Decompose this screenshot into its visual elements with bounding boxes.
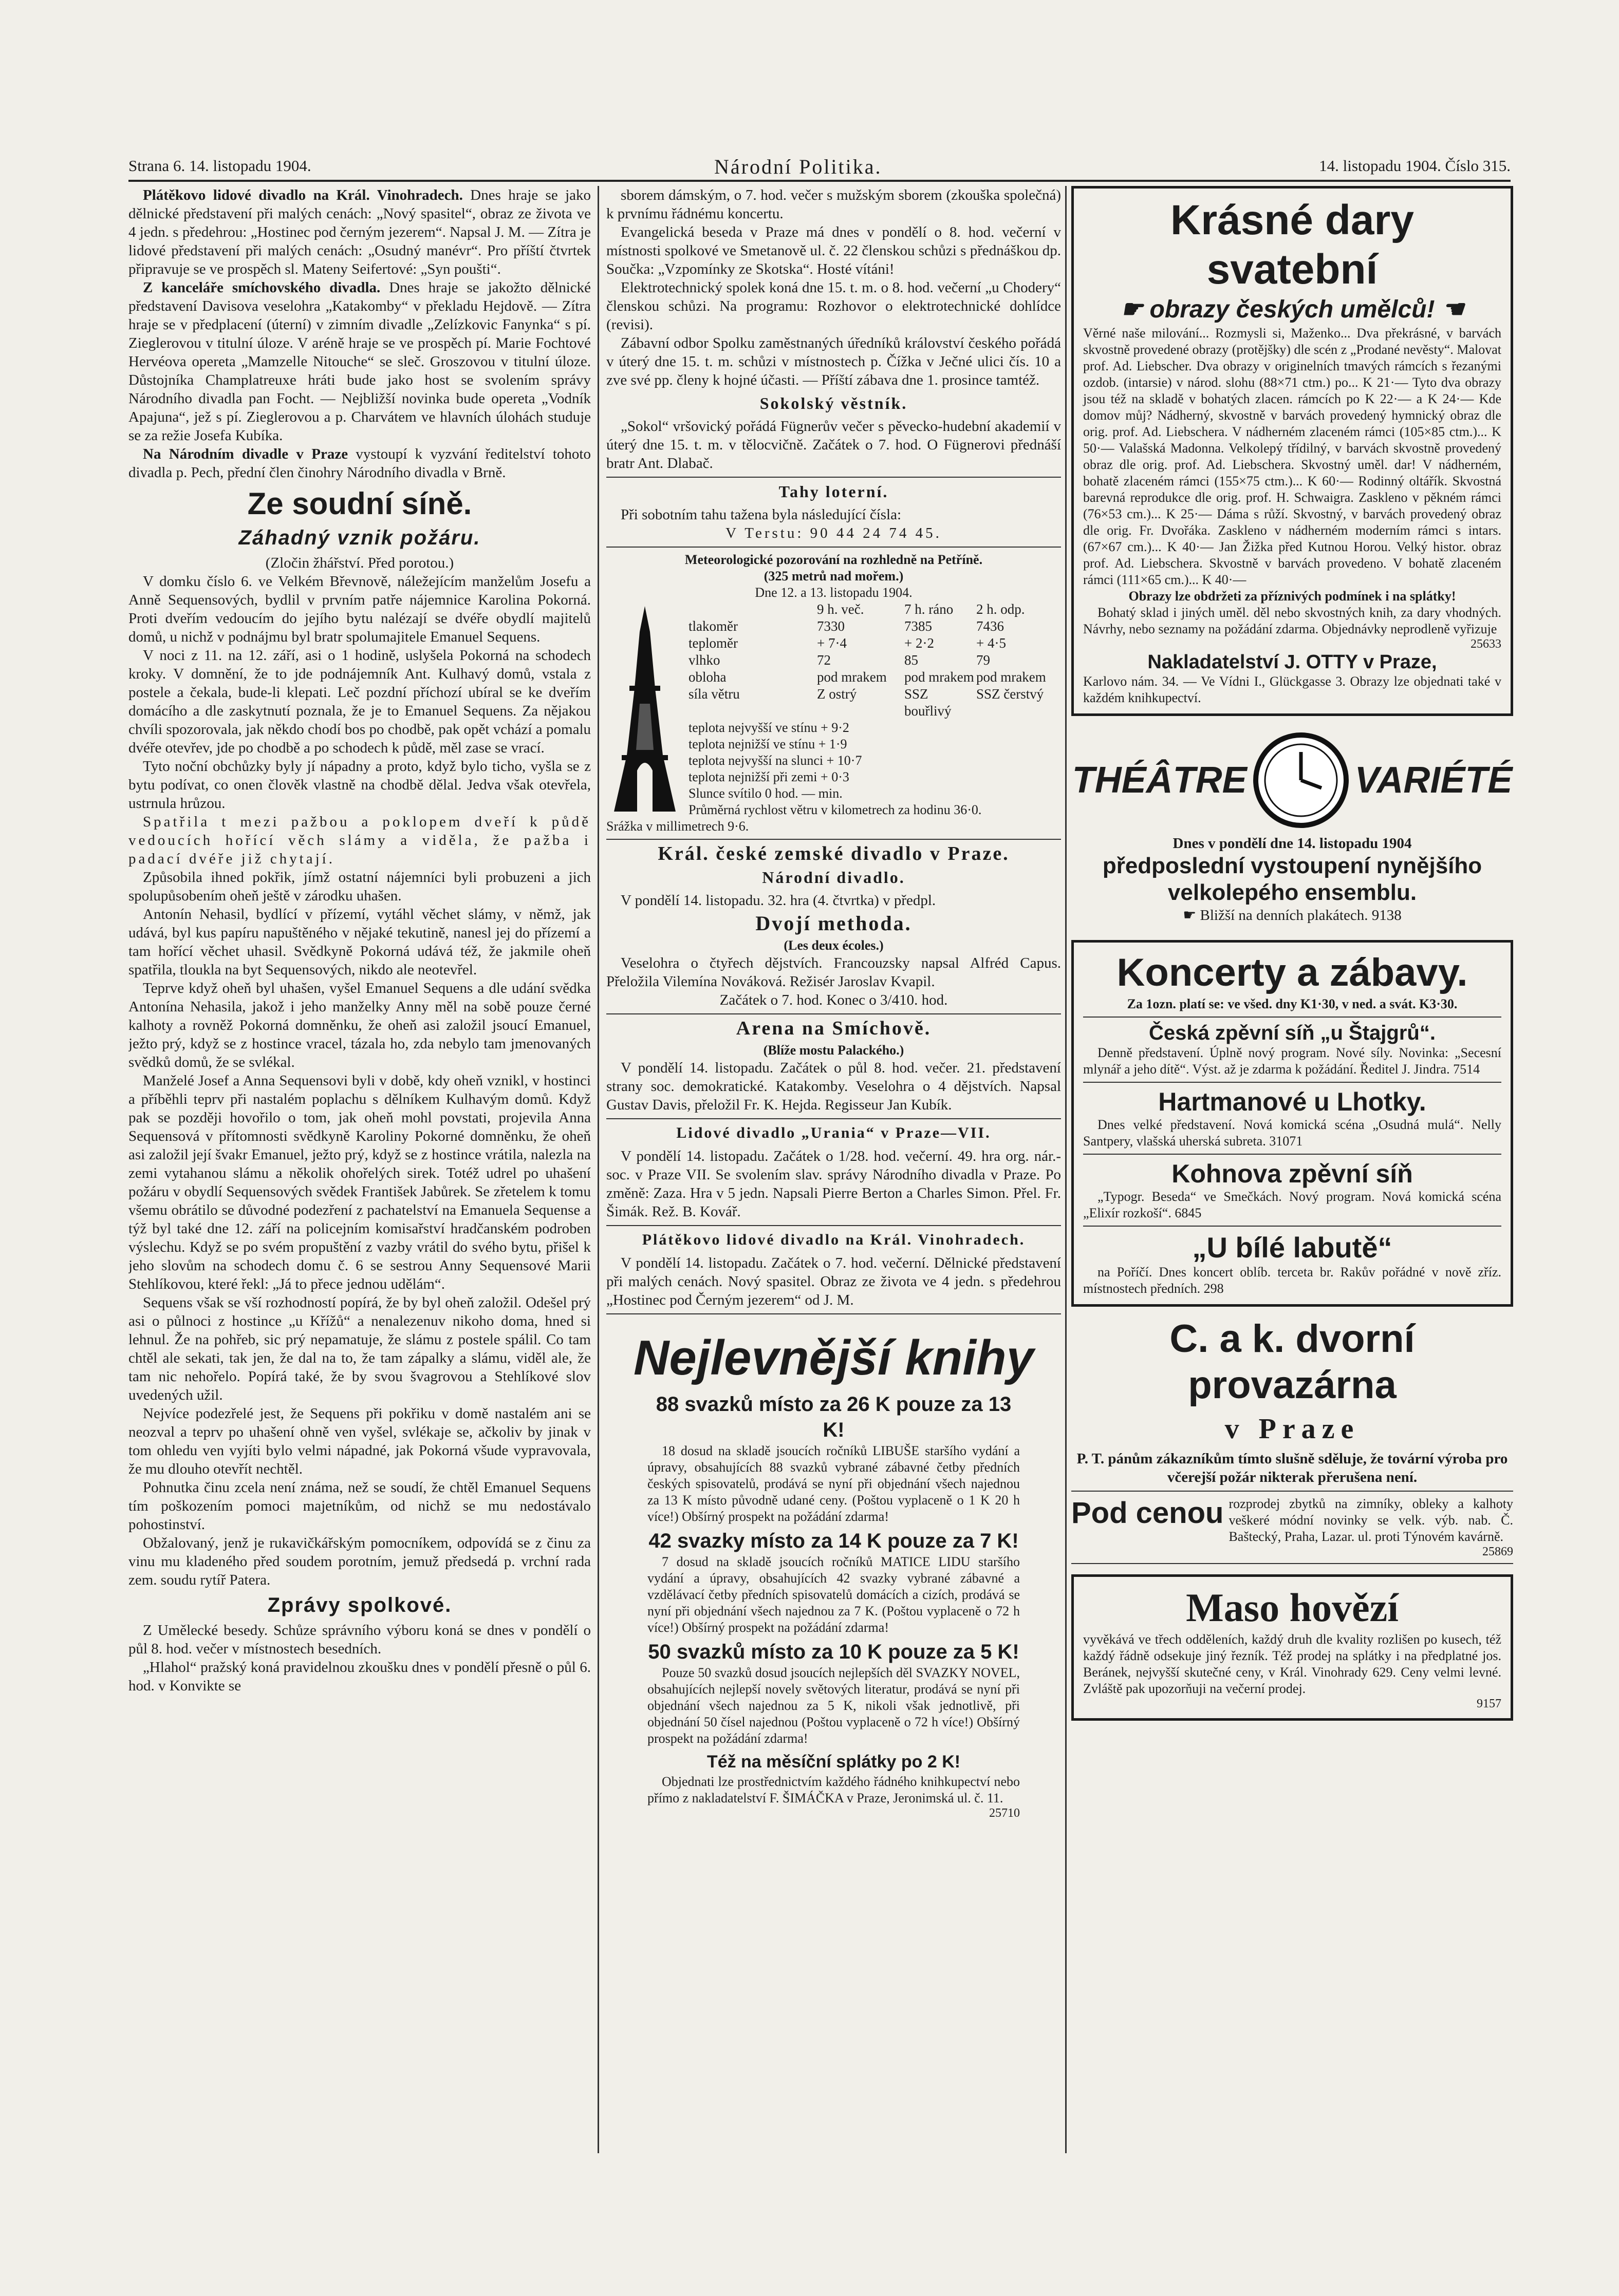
- article-text: Manželé Josef a Anna Sequensovi byli v době, kdy oheň vznikl, v hostinci a příběhli teprv při nastalém poplachu s dělníkem Kulhavým domů. Když pak se později hovořilo o tom, jak oheň mohl povstati, projevila Anna Sequensová v přítomnosti svědkyně Karoliny Pokorné domněnku, že oheň asi založil její švakr Emanuel, ježto prý, když se z hostince vrátila, nalezla na zemi vytahanou slámu a několik ohořelých sirek. Totéž udrel po uhašení požáru v obydlí Sequensových svědek František Jabůrek. Se zřetelem k tomu všemu obrátilo se důvodné podezření z pachatelství na Emanuela Sequense a týž byl také dne 12. září na policejním komisařství hradčanském podroben výslechu. Když se po svém propuštění z vazby vrátil do svého bytu, přišel k jeho slovům na schodech domu č. 6 se sestrou Anny Sequensové Marii Stehlíkovou, které řekl: „Já to přece jednou udělám“.: [128, 1072, 591, 1292]
- venue-4: „U bílé labutě“: [1192, 1231, 1392, 1264]
- weather-line: teplota nejvyšší ve stínu + 9·2: [688, 720, 849, 735]
- rope-maker-city: v Praze: [1224, 1413, 1360, 1445]
- article-text: Evangelická beseda v Praze má dnes v pondělí o 8. hod. večerní v místnosti spolkové ve Smetanově ul. č. 22 členskou schůzi s přednáškou dp. Součka: „Vzpomínky ze Skotska“. Hosté vítáni!: [606, 224, 1061, 277]
- weather-cell: pod mrakem: [817, 669, 887, 685]
- weather-cell: síla větru: [688, 686, 740, 702]
- concerts-title: Koncerty a zábavy.: [1116, 951, 1468, 994]
- weather-line: Srážka v millimetrech 9·6.: [606, 819, 749, 834]
- lottery-heading: Tahy loterní.: [778, 482, 889, 501]
- article-text: V pondělí 14. listopadu. 32. hra (4. čtvrtka) v předpl.: [621, 892, 936, 909]
- weather-cell: 9 h. več.: [817, 601, 864, 617]
- theatre-variete-logo: THÉÂTRE VARIÉTÉ: [1071, 731, 1513, 829]
- column-divider: [598, 186, 599, 2153]
- article-text: sborem dámským, o 7. hod. večer s mužským sborem (zkouška společná) k prvnímu řádnému koncertu.: [606, 187, 1061, 222]
- divider: [1071, 1491, 1513, 1492]
- article-text: V pondělí 14. listopadu. Začátek o půl 8. hod. večer. 21. představení strany soc. demokratické. Katakomby. Veselohra o 4 dějstvích. Napsal Gustav Davis, přeložil Fr. K. Hejda. Regisseur Jan Kubík.: [606, 1060, 1061, 1113]
- article-text: Denně představení. Úplně nový program. Nové síly. Novinka: „Secesní mlynář a jeho dítě“. Výst. až je zdarma k požádání. Ředitel J. Jindra. 7514: [1083, 1045, 1501, 1077]
- weather-date: Dne 12. a 13. listopadu 1904.: [755, 585, 913, 600]
- ad-number: 9157: [1477, 1697, 1501, 1710]
- arena-subheading: (Blíže mostu Palackého.): [763, 1043, 904, 1058]
- article-text: „Sokol“ vršovický pořádá Fügnerův večer s pěvecko-hudební akademií v úterý dne 15. t. m. v tělocvičně. Začátek o 7. hod. O Fügnerovi přednáší bratr Ant. Dlabač.: [606, 418, 1061, 472]
- lottery-numbers: V Terstu: 90 44 24 74 45.: [725, 525, 942, 541]
- article-text: Sequens však se vší rozhodností popírá, že by byl oheň založil. Odešel prý asi o půlnoci z hostince „u Křížů“ a nenalezenuv nikoho doma, hned si lehnul. Že na pohřeb, sic prý nepamatuje, že slámu z postele spálil. Co tam chtěl ale sekati, tak jen, že dal na to, že tam zápalky a slámu, viděl ale, že tam nic nehořelo. Popírá také, že by svou švagrovou a Stehlíkové slov uvedených užil.: [128, 1294, 591, 1403]
- weather-cell: pod mrakem: [904, 669, 974, 685]
- weather-cell: [688, 601, 817, 618]
- article-text: vystoupí k vyzvání ředitelství tohoto divadla p. Pech, přední člen činohry Národního divadla v Brně.: [128, 446, 591, 481]
- weather-cell: Z ostrý: [817, 686, 857, 702]
- article-text: Pohnutka činu zcela není známa, než se soudí, že chtěl Emanuel Sequens tím poškozením pomoci majetníkům, od nichž se mu nedostávalo pohostinství.: [128, 1479, 591, 1533]
- ad-wedding-gifts: [1071, 186, 1513, 716]
- article-text: Dnes hraje se jako dělnické představení při malých cenách: „Nový spasitel“, obraz ze života ve 4 jedn. s předehrou: „Hostinec pod černým jezerem“. Napsal J. M. — Zítra je lidové představení při malých cenách: „Osudný manévr“. Pro příští čtvrtek připravuje se ve prospěch sl. Mateny Seifertové: „Syn poušti“.: [128, 187, 591, 277]
- weather-cell: 2 h. odp.: [976, 601, 1025, 617]
- divider: [606, 1313, 1061, 1314]
- newspaper-title: Národní Politika.: [714, 155, 882, 178]
- ad-number: 25633: [1471, 637, 1501, 651]
- play-original: (Les deux écoles.): [784, 938, 884, 953]
- article-text: „Hlahol“ pražský koná pravidelnou zkoušku dnes v pondělí přesně o půl 6. hod. v Konvikte se: [128, 1659, 591, 1694]
- books-offer-3: 50 svazků místo za 10 K pouze za 5 K!: [648, 1641, 1019, 1663]
- article-text: Tyto noční obchůzky byly jí nápadny a proto, když bylo ticho, vyšla se z bytu podívat, co onen člověk vlastně na chodbě dělal. Jedva však otevřela, ustrnula hrůzou.: [128, 758, 591, 812]
- beef-title: Maso hovězí: [1186, 1585, 1399, 1630]
- books-offer-4: Též na měsíční splátky po 2 K!: [706, 1752, 961, 1772]
- weather-line: Průměrná rychlost větru v kilometrech za hodinu 36·0.: [688, 802, 982, 817]
- rope-maker-note: P. T. pánům zákazníkům tímto slušně sděluje, že tovární výroba pro včerejší požár nikterak přerušena není.: [1076, 1451, 1508, 1485]
- divider: [606, 477, 1061, 478]
- article-text: 18 dosud na skladě jsoucích ročníků LIBUŠE staršího vydání a úpravy, obsahujících 88 svazků vybrané zábavné četby předních českých spisovatelů, prodává se nyní při objednání všech najednou za 13 K místo původně udané ceny. (Poštou vyplaceně o 1 K 20 h více!) Obšírný prospekt na požádání zdarma!: [647, 1443, 1020, 1524]
- publisher: Nakladatelství J. OTTY v Praze,: [1147, 651, 1437, 673]
- article-text: V pondělí 14. listopadu. Začátek o 1/28. hod. večerní. 49. hra org. nár.-soc. v Praze VII. Se svolením slav. správy Národního divadla v Praze. Po změně: Zaza. Hra v 5 jedn. Napsali Pierre Berton a Charles Simon. Přel. Fr. Šimák. Rež. B. Kovář.: [606, 1148, 1061, 1220]
- weather-table: [688, 601, 1061, 720]
- weather-cell: + 7·4: [817, 635, 847, 651]
- weather-cell: 7385: [904, 618, 932, 634]
- article-text: „Typogr. Beseda“ ve Smečkách. Nový program. Nová komická scéna „Elixír rozkoší“. 6845: [1083, 1189, 1501, 1220]
- divider: [1083, 1082, 1501, 1083]
- article-text: Nejvíce podezřelé jest, že Sequens při pokřiku v domě nastalém ani se neozval a teprv po uhašení ohně ven vyšel, svlékaje se, ačkoliv by jinak v tom ohledu ven vyjíti bylo velmi nápadné, jak Pokorná všude vypravovala, že mu dlouho otevřít nechtěl.: [128, 1405, 591, 1477]
- page-number-date: Strana 6. 14. listopadu 1904.: [128, 157, 311, 175]
- rope-maker-title: C. a k. dvorní provazárna: [1169, 1317, 1415, 1407]
- article-text: Elektrotechnický spolek koná dne 15. t. m. o 8. hod. večerní „u Chodery“ členskou schůzi. Na programu: Rozhovor o elektrotechnické dohlídce (revisi).: [606, 279, 1061, 333]
- platek-heading: Plátěkovo lidové divadlo na Král. Vinohradech.: [642, 1231, 1026, 1248]
- books-title: Nejlevnější knihy: [633, 1330, 1034, 1385]
- arena-heading: Arena na Smíchově.: [736, 1018, 932, 1039]
- article-text: V domku číslo 6. ve Velkém Břevnově, náležejícím manželům Josefu a Anně Sequensových, bydlil v prvním patře nájemnice Karolina Pokorná. Proti dveřím vedoucím do jejího bytu nalézají se dvéře obydlí majitelů domů, u nichž v podnájmu byl bratr spolumajitele Emanuel Sequens.: [128, 573, 591, 645]
- section-title-court: Ze soudní síně.: [247, 486, 472, 521]
- weather-line: teplota nejvyšší na slunci + 10·7: [688, 753, 862, 768]
- article-text: Dnes velké představení. Nová komická scéna „Osudná mulá“. Nelly Santpery, vlašská uherská subreta. 31071: [1083, 1117, 1501, 1149]
- column-3: [1071, 186, 1513, 2163]
- article-text: Pouze 50 svazků dosud jsoucích nejlepších děl SVAZKY NOVEL, obsahujících nejlepší novely světových literatur, prodává se nyní při objednání všech najednou za 5 K, nikoli však jednotlivě, při objednání 50 čísel najednou (Poštou vyplaceně o 72 h více!) Obšírný prospekt na požádání zdarma!: [647, 1665, 1020, 1746]
- ad-beef: [1071, 1574, 1513, 1721]
- weather-cell: 7 h. ráno: [904, 601, 954, 617]
- divider: [606, 1118, 1061, 1119]
- section-title-news: Zprávy spolkové.: [267, 1594, 452, 1616]
- venue-2: Hartmanové u Lhotky.: [1158, 1087, 1426, 1116]
- article-text: 7 dosud na skladě jsoucích ročníků MATICE LIDU staršího vydání a úpravy, obsahujících 42 svazky vybrané zábavné a vzdělávací četby předních spisovatelů domácích a cizích, prodává se nyní při objednání všech najednou za 7 K. (Poštou vyplaceně o 72 h více!) Obšírný prospekt na požádání zdarma!: [647, 1554, 1020, 1635]
- court-headline: Záhadný vznik požáru.: [238, 526, 481, 549]
- issue-number: 14. listopadu 1904. Číslo 315.: [1319, 157, 1511, 175]
- pointing-hand-icon: ☚: [1435, 296, 1464, 323]
- article-text: V noci z 11. na 12. září, asi o 1 hodině, uslyšela Pokorná na schodech kroky. V domnění, že to jde podnájemník Ant. Kulhavý domů, vstala z postele a čekala, bude-li klepati. Leč pozdní příchozí ubíral se ke dveřím domácího a dle zaskytnutí poznala, že je to Emanuel Sequens. Za nějakou chvíli spozorovala, jak někdo chodí bos po chodbě, pak opět vchází a pomalu dvéře otevřev, jde po chodbě a po schodech k půdě, měl zase se vrací.: [128, 647, 591, 756]
- article-text: Dnes hraje se jakožto dělnické představení Davisova veselohra „Katakomby“ v překladu Hejdově. — Zítra hraje se v předplacení (úterní) v zimním divadle „Zelízkovic Fanynka“ s pí. Zieglerovou v titulní úloze. V aréně hraje se ve prospěch pí. Marie Fochtové Hervéova opereta „Mamzelle Nitouche“ se sleč. Groszovou v titulní úloze. Důstojníka Champlatreuxe hráti bude jako host se svolením správy Národního divadla pan Focht. — Nejbližší novinka bude opereta „Vodník Apajuna“, jež s pí. Zieglerovou a p. Charvátem ve hlavních úlohách studuje se za režie Josefa Kubíka.: [128, 279, 591, 444]
- court-subheadline: (Zločin žhářství. Před porotou.): [265, 555, 454, 571]
- divider: [1083, 1154, 1501, 1155]
- divider: [606, 839, 1061, 840]
- article-text: Zábavní odbor Spolku zaměstnaných úředníků království českého pořádá v úterý dne 15. t. m. schůzi v místnostech p. Čížka v Ječné ulici čís. 10 a zve své pp. členy k hojné účasti. — Příští zábava dne 1. prosince tamtéž.: [606, 335, 1061, 388]
- column-divider: [1065, 186, 1067, 2153]
- article-text: na Poříčí. Dnes koncert oblíb. terceta br. Rakův pořádné v nově zříz. místnostech předních. 298: [1083, 1265, 1501, 1296]
- weather-cell: SSZ čerstvý: [976, 686, 1044, 702]
- article-text: Věrné naše milování... Rozmysli si, Maženko... Dva překrásné, v barvách skvostně provedené obrazy (protějšky) dle scén z „Prodané nevěsty“. Malovat prof. Ad. Liebscher. Dva obrazy v originelních tmavých rámcích s řezanými ozdob. (intarsie) v národ. slohu (88×71 ctm.) po... K 21·— Tyto dva obrazy jsou též na skladě v bohatých zlacen. rámcích po K 22·— a K 24·— Kde domov můj? Nádherný, skvostně v barvách provedený hymnický obraz dle orig. prof. Ad. Liebschera. V nádherném zlaceném rámci (105×85 ctm.)... K 50·— Valašská Madonna. Velkolepý třídilný, v barvách skvostně provedený obraz dle orig. prof. Ad. Liebschera. Skvostný uměl. dar! V nádherném, bohatě zlaceném rámci (155×75 ctm.)... K 60·— Rodinný oltářík. Skvostná barevná reprodukce dle orig. prof. H. Schwaigra. Zaskleno v pěkném rámci (76×53 cm.)... K 25·— Dáma s růží. Skvostný, v barvách provedený obraz dle orig. Fr. Dvořáka. Zaskleno v nádherném moderním rámci s intars. (67×67 cm.)... K 40·— Jan Žižka před Kutnou Horou. Velký histor. obraz prof. Ad. Liebschera. Skvostně v barvách provedeno. V bohatě zlaceném rámci (111×65 cm.)... K 40·—: [1083, 326, 1501, 587]
- page-header: [128, 157, 1511, 179]
- weather-line: teplota nejnižší ve stínu + 1·9: [688, 737, 847, 751]
- concerts-price: Za 1ozn. platí se: ve všed. dny K1·30, v ned. a svát. K3·30.: [1127, 996, 1458, 1011]
- weather-cell: + 4·5: [976, 635, 1006, 651]
- variete-headline: předposlední vystoupení nynějšího velkolepého ensemblu.: [1102, 853, 1482, 905]
- weather-cell: pod mrakem: [976, 669, 1046, 685]
- sokol-heading: Sokolský věstník.: [759, 394, 908, 412]
- weather-cell: obloha: [688, 669, 727, 685]
- article-text: Veselohra o čtyřech dějstvích. Francouzsky napsal Alfréd Capus. Přeložila Vilemína Nováková. Režisér Jaroslav Kvapil.: [606, 955, 1061, 990]
- column-2: [606, 186, 1061, 2163]
- article-text: vyvěkává ve třech odděleních, každý druh dle kvality rozlišen po kusech, též každý řádně odsekuje jiný řezník. Též prodej na splátky i na předplatné jos. Beránek, nejvyšší skutečné ceny, v Král. Vinohrady 629. Ceny velmi levné. Zvláště pak upozorňuji na večerní prodej.: [1083, 1632, 1501, 1696]
- play-times: Začátek o 7. hod. Konec o 3/410. hod.: [719, 992, 948, 1008]
- books-offer-2: 42 svazky místo za 14 K pouze za 7 K!: [648, 1530, 1019, 1552]
- weather-heading: Meteorologické pozorování na rozhledně na Petříně.: [684, 552, 983, 567]
- gift-title: Krásné dary svatební: [1170, 197, 1415, 293]
- weather-cell: 7330: [817, 618, 845, 634]
- article-text: Bohatý sklad i jiných uměl. děl nebo skvostných knih, za dary vhodných. Návrhy, nebo seznamy na požádání zdarma. Objednávky neprodleně vyřizuje: [1083, 605, 1501, 636]
- article-text: Obžalovaný, jenž je rukavičkářským pomocníkem, odpovídá se z činu za vinu mu kladeného před soudem porotním, jemuž předsedá p. vrchní rada zem. soudu rytíř Patera.: [128, 1535, 591, 1588]
- venue-3: Kohnova zpěvní síň: [1171, 1159, 1413, 1188]
- article-heading: Plátěkovo lidové divadlo na Král. Vinohradech.: [143, 187, 463, 203]
- divider: [1083, 1017, 1501, 1018]
- article-heading: Na Národním divadle v Praze: [143, 446, 348, 462]
- weather-cell: SSZ bouřlivý: [904, 686, 952, 719]
- theatre-subheading: Národní divadlo.: [762, 868, 905, 887]
- column-1: [128, 186, 591, 2163]
- variete-date: Dnes v pondělí dne 14. listopadu 1904: [1173, 835, 1412, 852]
- weather-cell: + 2·2: [904, 635, 934, 651]
- article-text: Způsobila ihned pokřik, jímž ostatní nájemníci byli probuzeni a jich spolupůsobením oheň ještě v zárodku uhašen.: [128, 869, 591, 904]
- weather-cell: 85: [904, 652, 918, 668]
- clock-icon: [1252, 731, 1350, 829]
- ad-pod-cenou: Pod cenou rozprodej zbytků na zimníky, obleky a kalhoty veškeré módní novinky se velk. výb. nab. Č. Baštecký, Praha, Lazar. ul. proti Týnovém kavárně. 25869: [1071, 1496, 1513, 1558]
- urania-heading: Lidové divadlo „Urania“ v Praze—VII.: [676, 1124, 991, 1141]
- article-heading: Z kanceláře smíchovského divadla.: [143, 279, 381, 296]
- pointing-hand-icon: ☛: [1121, 296, 1150, 323]
- article-text: Objednati lze prostřednictvím každého řádného knihkupectví nebo přímo z nakladatelství F. ŠIMÁČKA v Praze, Jeronimská ul. č. 11.: [647, 1774, 1020, 1805]
- petrin-tower-icon: [606, 601, 683, 817]
- divider: [606, 1013, 1061, 1014]
- weather-cell: 72: [817, 652, 831, 668]
- weather-line: teplota nejnižší při zemi + 0·3: [688, 769, 849, 784]
- gift-note: Obrazy lze obdržeti za příznivých podmínek i na splátky!: [1128, 589, 1456, 604]
- weather-altitude: (325 metrů nad mořem.): [764, 569, 904, 584]
- article-text: Spatřila t mezi pažbou a poklopem dveří k půdě vedoucích hořící věch slámy a viděla, že pažba i padací dvéře již chytají.: [128, 814, 591, 867]
- article-text: Teprve když oheň byl uhašen, vyšel Emanuel Sequens a dle udání svědka Antonína Nehasila, jakož i jeho manželky Anny měl na sobě pouze černé kalhoty a rovněž Pokorná domněnku, že oheň asi založil jsoucí Emanuel, ježto prý, když se z hostince vracel, tázala ho, zda nebylo tam jmenovaných svědků domů, že se svlékal.: [128, 980, 591, 1070]
- article-text: Antonín Nehasil, bydlící v přízemí, vytáhl věchet slámy, v němž, jak udává, byl kus papíru napuštěného v nějaké tekutině, nanesl jej do přízemí a tam hořící věchet uhasil. Svědkyně Pokorná udává též, že jakmile oheň spatřila, tloukla na byt Sequensových, nikdo ale neotevřel.: [128, 906, 591, 978]
- books-offer-1: 88 svazků místo za 26 K pouze za 13 K!: [656, 1393, 1012, 1441]
- divider: [1071, 1563, 1513, 1564]
- weather-cell: 79: [976, 652, 990, 668]
- variete-note: ☛ Bližší na denních plakátech. 9138: [1183, 907, 1402, 924]
- gift-subtitle: ☛ obrazy českých umělců! ☚: [1121, 296, 1464, 323]
- weather-line: Slunce svítilo 0 hod. — min.: [688, 786, 843, 801]
- article-text: Karlovo nám. 34. — Ve Vídni I., Glückgasse 3. Obrazy lze objednati také v každém knihkupectví.: [1083, 674, 1501, 705]
- weather-cell: teploměr: [688, 635, 738, 651]
- weather-cell: 7436: [976, 618, 1004, 634]
- divider: [606, 1225, 1061, 1226]
- divider: [1083, 1226, 1501, 1227]
- pointing-hand-icon: ☛: [1183, 907, 1200, 924]
- article-text: Při sobotním tahu tažena byla následující čísla:: [621, 506, 902, 523]
- theatre-heading: Král. české zemské divadlo v Praze.: [658, 843, 1010, 864]
- header-rule: [128, 180, 1511, 182]
- play-title: Dvojí methoda.: [755, 912, 912, 935]
- ad-number: 25710: [989, 1806, 1020, 1820]
- ad-concerts: [1071, 940, 1513, 1307]
- venue-1: Česká zpěvní síň „u Štajgrů“.: [1149, 1022, 1436, 1044]
- weather-cell: vlhko: [688, 652, 720, 668]
- article-text: Z Umělecké besedy. Schůze správního výboru koná se dnes v pondělí o půl 8. hod. večer v místnostech besedních.: [128, 1622, 591, 1657]
- weather-cell: tlakoměr: [688, 618, 738, 634]
- article-text: V pondělí 14. listopadu. Začátek o 7. hod. večerní. Dělnické představení při malých cenách. Nový spasitel. Obraz ze života ve 4 jedn. s předehrou „Hostinec pod Černým jezerem“ od J. M.: [606, 1255, 1061, 1308]
- divider: [606, 547, 1061, 548]
